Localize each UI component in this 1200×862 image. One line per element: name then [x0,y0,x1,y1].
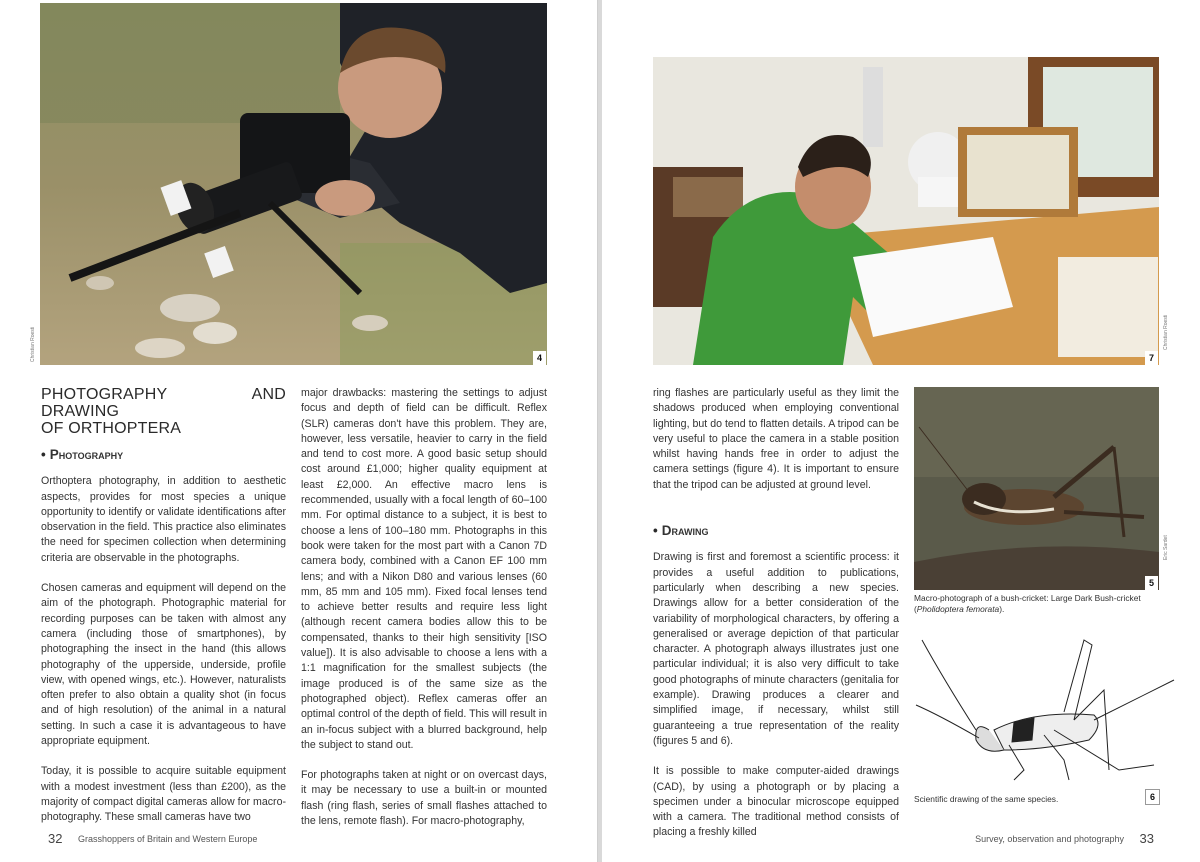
page-title: PHOTOGRAPHY AND DRAWING OF ORTHOPTERA [41,386,286,437]
paragraph: Orthoptera photography, in addition to aesthetic aspects, provides for most species a unique opportunity to identify or validate identifications after observation in the field. This practice also eliminates the need for specimen collection when determining criteria are observable in the photographs. [41,475,286,564]
bush-cricket-photo-illustration [914,387,1159,590]
page-number-left: 32 [48,831,63,846]
paragraph: Chosen cameras and equipment will depend on the aim of the photograph. Photographic material for recording purposes can be taken with almost any camera (including those of smartphones), by photographing the insect in the hand (this allows photography of the upperside, underside, profile view, with opened wings, etc.). However, naturalists often prefer to also obtain a quality shot (in focus and of high resolution) of the animal in a natural setting. In such a case it is advantageous to have appropriate equipment. [41,582,286,748]
figure-6-drawing [914,620,1176,790]
figure-7-credit: Christian Roesti [1163,314,1169,350]
figure-5-photo [914,387,1159,590]
figure-6-number: 6 [1145,789,1160,805]
paragraph: For photographs taken at night or on overcast days, it may be necessary to use a built-in or mounted flash (ring flash, series of small flashes attached to the lens, remote flash). For macro-photography, [301,769,547,828]
paragraph: It is possible to make computer-aided drawings (CAD), by using a photograph or by placing a specimen under a binocular microscope equipped with a camera. The traditional method consists of placing a freshly killed [653,765,899,839]
running-title-left: Grasshoppers of Britain and Western Europe [78,834,258,844]
left-page [0,0,598,862]
figure-5-number: 5 [1145,576,1158,590]
figure-5-credit: Eric Sardet [1163,535,1169,560]
section-heading-drawing: • Drawing [653,523,709,539]
paragraph: Drawing is first and foremost a scientific process: it provides a useful addition to publications, particularly when describing a new species. Drawings allow for a better consideration of the variability of morphological characters, by offering a generalised or average depiction of that particular character. A photograph always illustrates just one particular individual; it is also very difficult to take good photographs of minute characters (genitalia for example). Drawing produces a clearer and simplified image, if necessary, whilst still guaranteeing a true representation of the reality (figures 5 and 6). [653,551,899,747]
figure-4-photo [40,3,547,365]
section-heading-photography: • Photography [41,447,124,462]
figure-7-photo [653,57,1159,365]
figure-7-number: 7 [1145,351,1158,365]
figure-6-caption: Scientific drawing of the same species. [914,794,1059,804]
illustrator-at-desk-illustration [653,57,1159,365]
left-column-1 [41,386,286,841]
left-column-2 [301,386,547,844]
cricket-drawing-illustration [914,620,1176,790]
photographer-illustration [40,3,547,365]
paragraph: ring flashes are particularly useful as they limit the shadows produced when employing conventional lighting, but do tend to flatten details. A tripod can be very useful to place the camera in a stable position whilst having hands free in order to adjust the camera settings (figure 4). It is important to ensure that the tripod can be adjusted at ground level. [653,387,899,491]
figure-4-number: 4 [533,351,546,365]
photo-credit: Christian Roesti [30,326,36,362]
paragraph: major drawbacks: mastering the settings to adjust focus and depth of field can be difficult. Reflex (SLR) cameras don't have this problem. They are, however, less versatile, heavier to carry in the field and tend to cost more. A good basic setup should cost around £1,000; higher quality equipment at least £2,000. An effective macro lens is recommended, usually with a focal length of 60–100 mm. For optimal distance to a subject, it is best to choose a lens of 100–180 mm. Photographs in this book were taken for the most part with a Canon 7D camera body, combined with a Canon EF 100 mm lens; and with a Nikon D80 and various lenses (60 mm, 85 mm and 105 mm). Fixed focal lenses tend to achieve better results and require less light (although recent camera bodies allow this to be compensated, thanks to their high sensitivity [ISO value]). It is also advisable to choose a lens with a 1:1 magnification for the smallest subjects (the image produced is of the same size as the photographed object). Reflex cameras offer an optimal control of the depth of field. This will result in an in-focus subject with a blurred background, help the subject to stand out. [301,387,547,751]
paragraph: Today, it is possible to acquire suitable equipment with a modest investment (less than £200), as the majority of compact digital cameras allow for macro-photography. These small cameras have two [41,765,286,824]
figure-5-caption: Macro-photograph of a bush-cricket: Large Dark Bush-cricket (Pholidoptera femorata). [914,593,1141,614]
running-title-right: Survey, observation and photography [975,834,1124,844]
right-column-1 [653,386,899,856]
right-page [602,0,1200,862]
page-number-right: 33 [1139,831,1154,846]
